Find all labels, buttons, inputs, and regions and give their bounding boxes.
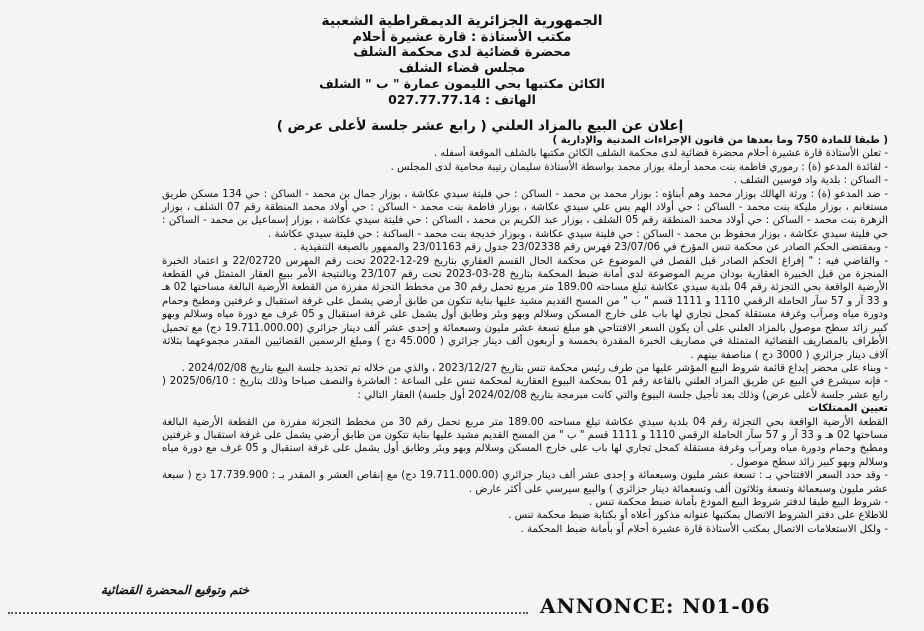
plaintiff-address: - الساكن : بلدية واد فوسين الشلف . — [733, 175, 888, 187]
republic-heading: الجمهورية الجزائرية الديمقراطية الشعبية — [321, 13, 603, 29]
office-address: الكائن مكتبها بحي الليمون عمارة " ب " الشلف — [319, 76, 605, 91]
judgment-content: - والقاضي فيه : " إفراغ الحكم الصادر قبل الفصل في الموضوع عن محكمة الحال القسم العقاري بتاريخ 29-12-2022 تحت رقم المهرس 22/02720 و اعتماد الخبرة المنجزة من قبل الخبيرة العقارية بودان مريم الموضوعة لدى أمانة ضبط المحكمة بتاريخ 28-03-2023 تحت رقم 23/107 وبالنتيجة الأمر ببيع العقار المتمثل في القطعة الأرضية الواقعة بحي التجزئة رقم 04 بلدية سيدي عكاشة تبلغ مساحته 189.00 متر مربع تحمل رقم 30 من مخطط التجزئة مفرزة من القطعة الأرضية البالغة مساحتها 02 هـ و 33 آر و 57 سآر الحاملة الرقمي 1110 و 1111 قسم " ب " من المسح القديم مشيد عليها بناية تتكون من طابق أرضي يشمل على غرفة استقبال و غرفتين ومطبخ وحمام ودورة مياه ومرآب وغرفة مستقلة كمحل تجاري لها باب على خارج المسكن وسلالم وبهو وبئر وطابق أول يشمل على غرفة استقبال و 05 غرف مع دورة مياه وسلالم وبهو كبير زائد سطح موصول بالمزاد العلني على أن يكون السعر الافتتاحي هو مبلغ تسعة عشر مليون وسبعمائة و إحدى عشر ألف دينار جزائري (19.711.000.00 دج) مع تحميل الأطراف بالمصاريف القضائية المتمثلة في مصاريف الخبرة المقدرة بخمسة و أربعون ألف دينار جزائري ( 45.000 دج ) ومبلغ الرسمين القضائيين المقدر مجموعهما بثلاثة آلاف دينار جزائري ( 3000 دج ) مناصفة بينهم . — [162, 255, 888, 361]
announcement-title: إعلان عن البيع بالمزاد العلني ( رابع عشر جلسة لأعلى عرض ) — [276, 118, 684, 134]
signature-line: ختم وتوقيع المحضرة القضائية — [100, 583, 250, 597]
auction-date: - فإنه سيشرع في البيع عن طريق المزاد العلني بالقاعة رقم 01 بمحكمة البيوع العقارية لمحكمة تنس على الساعة : العاشرة والنصف صباحا وذلك بتاريخ : 2025/06/10 ( رابع عشر جلسة لأعلى عرض) وذلك بعد تأجيل جلسة البيوع والتي كانت مبرمجة بتاريخ 2024/02/08 أول جلسة) العقار التالي : — [162, 376, 888, 401]
court-council: مجلس قضاء الشلف — [398, 60, 526, 76]
sale-conditions: - شروط البيع طبقا لدفتر شروط البيع المودع بأمانة ضبط محكمة تنس . — [588, 496, 888, 508]
legal-reference: ( طبقا للمادة 750 وما بعدها من قانون الإجراءات المدنية والإدارية ) — [552, 135, 888, 146]
office-phone: الهاتف : 027.77.77.14 — [388, 91, 536, 107]
annonce-number: ANNONCE: N01-06 — [540, 594, 771, 618]
letterhead — [0, 14, 924, 107]
announcement-body — [162, 134, 888, 536]
property-description: القطعة الأرضية الواقعة بحي التجزئة رقم 04 بلدية سيدي عكاشة تبلغ مساحته 189.00 متر مربع تحمل رقم 30 من مخطط التجزئة مفرزة من القطعة الأرضية البالغة مساحتها 02 هـ و 33 آر و 57 سآر الحاملة الرقمي 1110 و 1111 قسم " ب " من المسح القديم مشيد عليها بناية تتكون من طابق أرضي يشمل على غرفة استقبال و غرفتين ومطبخ وحمام ودورة مياه ومرآب وغرفة مستقلة كمحل تجاري لها باب على خارج المسكن وسلالم وبهو وبئر وطابق أول يشمل على غرفة استقبال و 05 غرف مع دورة مياه وسلالم وبهو كبير زائد سطح موصول . — [162, 416, 889, 468]
property-heading: تعيين الممتلكات — [808, 403, 888, 415]
consultation-info: للاطلاع على دفتر الشروط الاتصال بمكتبها عنوانه مذكور أعلاه أو بكتابة ضبط محكمة تنس . — [508, 510, 888, 522]
judgment-reference: - وبمقتضى الحكم الصادر عن محكمة تنس المؤرخ في 23/07/06 فهرس رقم 23/02338 جدول رقم 23/01163 والممهور بالصيغة التنفيذية . — [293, 242, 888, 254]
opening-price: - وقد حدد السعر الافتتاحي بـ : تسعة عشر مليون وسبعمائة و إحدى عشر ألف دينار جزائري (19.711.000.00 دج) مع إنقاص العشر و المقدر بـ : 17.739.900 دج ( سبعة عشر مليون وسبعمائة وتسعة وثلاثون ألف وتسعمائة دينار جزائري ) والبيع سيرسي على أكثر عارض . — [162, 470, 889, 495]
bailiff-statement: - تعلن الأستاذة قارة عشيرة أحلام محضرة قضائية لدى محكمة الشلف الكائن مكتبها بالشلف الموقعة أسفله . — [433, 148, 888, 160]
dotted-divider — [8, 612, 528, 614]
defendants: - ضد المدعو (ة) : ورثة الهالك بوزار محمد وهم أبناؤه : بوزار محمد بن محمد - الساكن : حي فليتة سيدي عكاشة ، بوزار جمال بن محمد - الساكن : حي 134 مسكن طريق مستغانم ، بوزار مليكة بنت محمد - الساكن : حي أولاد الهم يس علي سيدي عكاشة ، بوزار فاطمة بنت محمد - الساكن : حي أولاد محمد المنطقة رقم 07 الشلف ، بوزار الزهرة بنت محمد - الساكن : حي أولاد محمد المنطقة رقم 05 الشلف ، بوزار عبد الكريم بن محمد ، الساكن : حي فليتة سيدي عكاشة ، بوزار إسماعيل بن محمد - الساكن : حي فليتة سيدي عكاشة ، بوزار محفوظ بن محمد - الساكن : حي فليتة سيدي عكاشة ، وبوزار خديجة بنت محمد - الساكنة : حي فليتة سيدي عكاشة . — [162, 188, 888, 240]
office-name: مكتب الأستاذة : قارة عشيرة أحلام — [352, 29, 572, 45]
conditions-deposit: - وبناء على محضر إيداع قائمة شروط البيع المؤشر عليها من طرف رئيس محكمة تنس بتاريخ 2023/12/27 ، والذي من خلاله تم تحديد جلسة البيع بتاريخ 2024/02/08 . — [181, 362, 888, 374]
plaintiff: - لفائدة المدعو (ة) : رموري فاطمة بنت محمد أرملة بوزار محمد بواسطة الأستاذة سليمان رتيبة محامية لدى المجلس . — [390, 161, 888, 173]
contact-info: - ولكل الاستعلامات الاتصال بمكتب الأستاذة قارة عشيرة أحلام أو بأمانة ضبط المحكمة . — [520, 523, 888, 535]
office-role: محضرة قضائية لدى محكمة الشلف — [353, 45, 571, 60]
